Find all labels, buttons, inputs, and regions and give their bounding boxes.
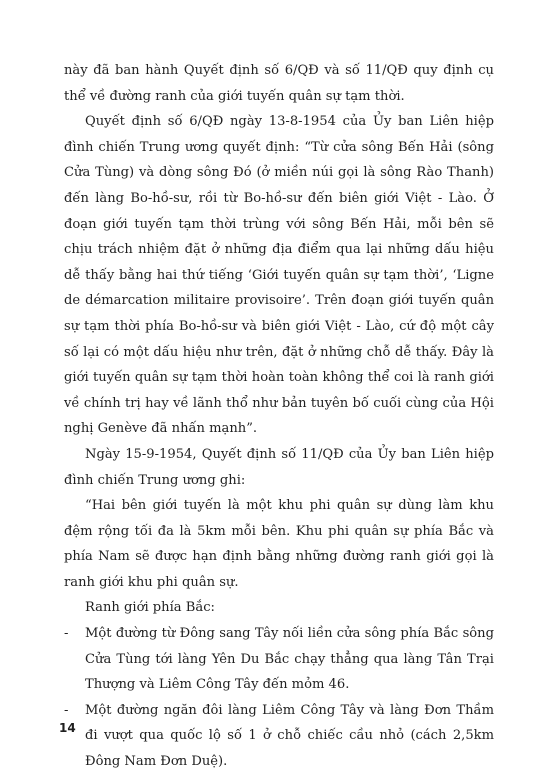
page-number: 14 <box>59 721 76 735</box>
body-text <box>64 58 494 775</box>
paragraph-dmz-quote: “Hai bên giới tuyến là một khu phi quân sự dùng làm khu đệm rộng tối đa là 5km mỗi bên. Khu phi quân sự phía Bắc và phía Nam sẽ được hạn định bằng những đường ranh giới gọi là ranh giới khu phi quân sự. <box>64 498 494 590</box>
paragraph-decision-6: Quyết định số 6/QĐ ngày 13-8-1954 của Ủy ban Liên hiệp đình chiến Trung ương quyết định: “Từ cửa sông Bến Hải (sông Cửa Tùng) và dòng sông Đó (ở miền núi gọi là sông Rào Thanh) đến làng Bo-hồ-sư, rồi từ Bo-hồ-sư đến biên giới Việt - Lào. Ở đoạn giới tuyến tạm thời trùng với sông Bến Hải, mỗi bên sẽ chịu trách nhiệm đặt ở những địa điểm qua lại những dấu hiệu dễ thấy bằng hai thứ tiếng ‘Giới tuyến quân sự tạm thời’, ‘Ligne de démarcation militaire provisoire’. Trên đoạn giới tuyến quân sự tạm thời phía Bo-hồ-sư và biên giới Việt - Lào, cứ độ một cây số lại có một dấu hiệu như trên, đặt ở những chỗ dễ thấy. Đây là giới tuyến quân sự tạm thời hoàn toàn không thể coi là ranh giới về chính trị hay về lãnh thổ như bản tuyên bố cuối cùng của Hội nghị Genève đã nhấn mạnh”. <box>64 114 494 437</box>
north-boundary-list <box>64 621 494 775</box>
list-item-text: Một đường ngăn đôi làng Liêm Công Tây và làng Đơn Thầm đi vượt qua quốc lộ số 1 ở chỗ chiếc cầu nhỏ (cách 2,5km Đông Nam Đơn Duệ). <box>85 702 494 770</box>
list-item <box>64 621 494 698</box>
bullet-dash: - <box>64 702 69 718</box>
list-item-text: Một đường từ Đông sang Tây nối liền cửa sông phía Bắc sông Cửa Tùng tới làng Yên Du Bắc chạy thẳng qua làng Tân Trại Thượng và Liêm Công Tây đến mỏm 46. <box>85 626 494 693</box>
list-item <box>64 698 494 775</box>
paragraph-decision-11-intro: Ngày 15-9-1954, Quyết định số 11/QĐ của Ủy ban Liên hiệp đình chiến Trung ương ghi: <box>64 446 494 488</box>
paragraph-continuation: này đã ban hành Quyết định số 6/QĐ và số 11/QĐ quy định cụ thể về đường ranh của giới tuyến quân sự tạm thời. <box>64 63 494 104</box>
bullet-dash: - <box>64 626 69 642</box>
paragraph-north-boundary-heading: Ranh giới phía Bắc: <box>85 600 215 616</box>
